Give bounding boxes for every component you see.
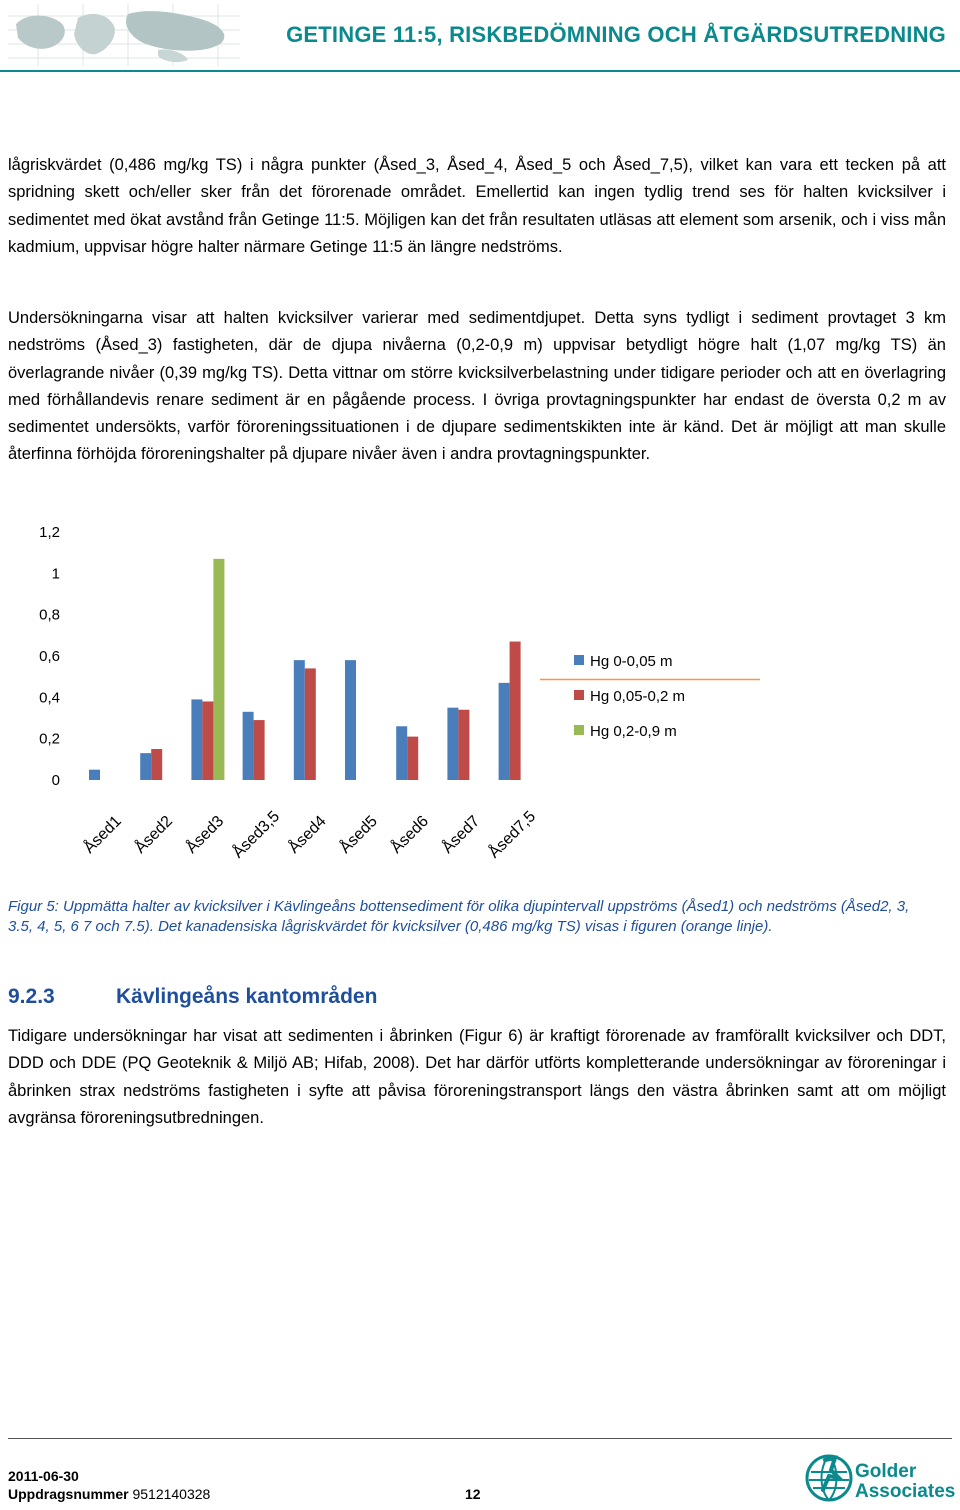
footer-order [8,1486,210,1502]
page-header [0,0,960,70]
footer-divider [8,1438,952,1439]
figure-caption: Figur 5: Uppmätta halter av kvicksilver i Kävlingeåns bottensediment för olika djupintervall uppströms (Åsed1) och nedströms (Åsed2, 3, 3.5, 4, 5, 6 7 och 7.5). Det kanadensiska lågriskvärdet för kvicksilver (0,486 mg/kg TS) visas i figuren (orange linje). [8,898,910,935]
bar [458,710,469,780]
bar [396,726,407,780]
y-tick-label: 0 [51,772,60,789]
section-number: 9.2.3 [8,985,55,1008]
footer-date: 2011-06-30 [8,1468,79,1484]
y-tick-label: 0,2 [39,730,60,748]
y-tick-label: 0,4 [39,689,60,707]
legend-swatch [574,725,584,735]
category-label: Åsed3 [183,812,228,857]
logo-line-1: Golder [855,1461,917,1482]
category-label: Åsed5 [336,812,381,857]
bar [213,559,224,780]
mercury-bar-chart [0,510,760,870]
y-tick-label: 0,8 [39,606,60,624]
bar [447,708,458,780]
logo-line-2: Associates [855,1481,956,1502]
category-label: Åsed2 [131,812,177,857]
category-label: Åsed1 [80,812,125,857]
category-label: Åsed3,5 [229,808,284,862]
bar [191,699,202,780]
bar [243,712,254,780]
section-heading [8,985,377,1009]
order-number: 9512140328 [132,1486,211,1502]
bar [407,737,418,780]
section-title: Kävlingeåns kantområden [116,985,378,1008]
y-tick-label: 1,2 [39,524,60,541]
bar [305,668,316,780]
category-label: Åsed6 [387,812,433,857]
header-title: GETINGE 11:5, RISKBEDÖMNING OCH ÅTGÄRDSUTREDNING [286,22,946,47]
legend-label: Hg 0-0,05 m [590,653,673,670]
bar [89,770,100,780]
legend-swatch [574,690,584,700]
category-label: Åsed7,5 [485,808,540,862]
legend-label: Hg 0,2-0,9 m [590,723,677,740]
bar [510,642,521,780]
body-paragraph-1: lågriskvärdet (0,486 mg/kg TS) i några punkter (Åsed_3, Åsed_4, Åsed_5 och Åsed_7,5), vilket kan vara ett tecken på att spridning skett och/eller sker från det förorenade området. Emellertid kan ingen tydlig trend ses för halten kvicksilver i sedimentet med ökat avstånd från Getinge 11:5. Möjligen kan det från resultaten utläsas att element som arsenik, och i viss mån kadmium, uppvisar högre halter närmare Getinge 11:5 än längre nedströms. [8,156,946,256]
legend-swatch [574,655,584,665]
y-tick-label: 1 [51,565,60,583]
y-tick-label: 0,6 [39,648,60,665]
bar [202,701,213,780]
header-divider [0,70,960,72]
page-number: 12 [465,1486,481,1502]
body-paragraph-3: Tidigare undersökningar har visat att sedimenten i åbrinken (Figur 6) är kraftigt förorenade av framförallt kvicksilver och DDT, DDD och DDE (PQ Geoteknik & Miljö AB; Hifab, 2008). Det har därför utförts kompletterande undersökningar av föroreningar i åbrinken strax nedströms fastigheten i syfte att påvisa föroreningstransport längs den västra åbrinken samt att om möjligt avgränsa föroreningsutbredningen. [8,1027,946,1127]
bar [499,683,510,780]
bar [151,749,162,780]
body-paragraph-2: Undersökningarna visar att halten kvicksilver varierar med sedimentdjupet. Detta syns tydligt i sediment provtaget 3 km nedströms (Åsed_3) fastigheten, där de djupa nivåerna (0,2-0,9 m) uppvisar betydligt högre halt (1,07 mg/kg TS) än överlagrande nivåer (0,39 mg/kg TS). Detta vittnar om större kvicksilverbelastning under tidigare perioder och att en överlagring med förhållandevis renare sediment är en pågående process. I övriga provtagningspunkter har endast de översta 0,2 m av sedimentet undersökts, varför föroreningssituationen i de djupare sedimentskikten inte är känd. Det är möjligt att man skulle återfinna förhöjda föroreningshalter på djupare nivåer även i andra provtagningspunkter. [8,309,946,464]
bar [345,660,356,780]
bar [254,720,265,780]
globe-runner-icon [805,1450,853,1505]
legend-label: Hg 0,05-0,2 m [590,688,686,705]
bar [294,660,305,780]
order-label: Uppdragsnummer [8,1486,129,1502]
bar [140,753,151,780]
category-label: Åsed7 [439,812,484,857]
category-label: Åsed4 [285,812,330,857]
golder-logo [805,1450,955,1505]
map-logo-icon [8,4,240,66]
